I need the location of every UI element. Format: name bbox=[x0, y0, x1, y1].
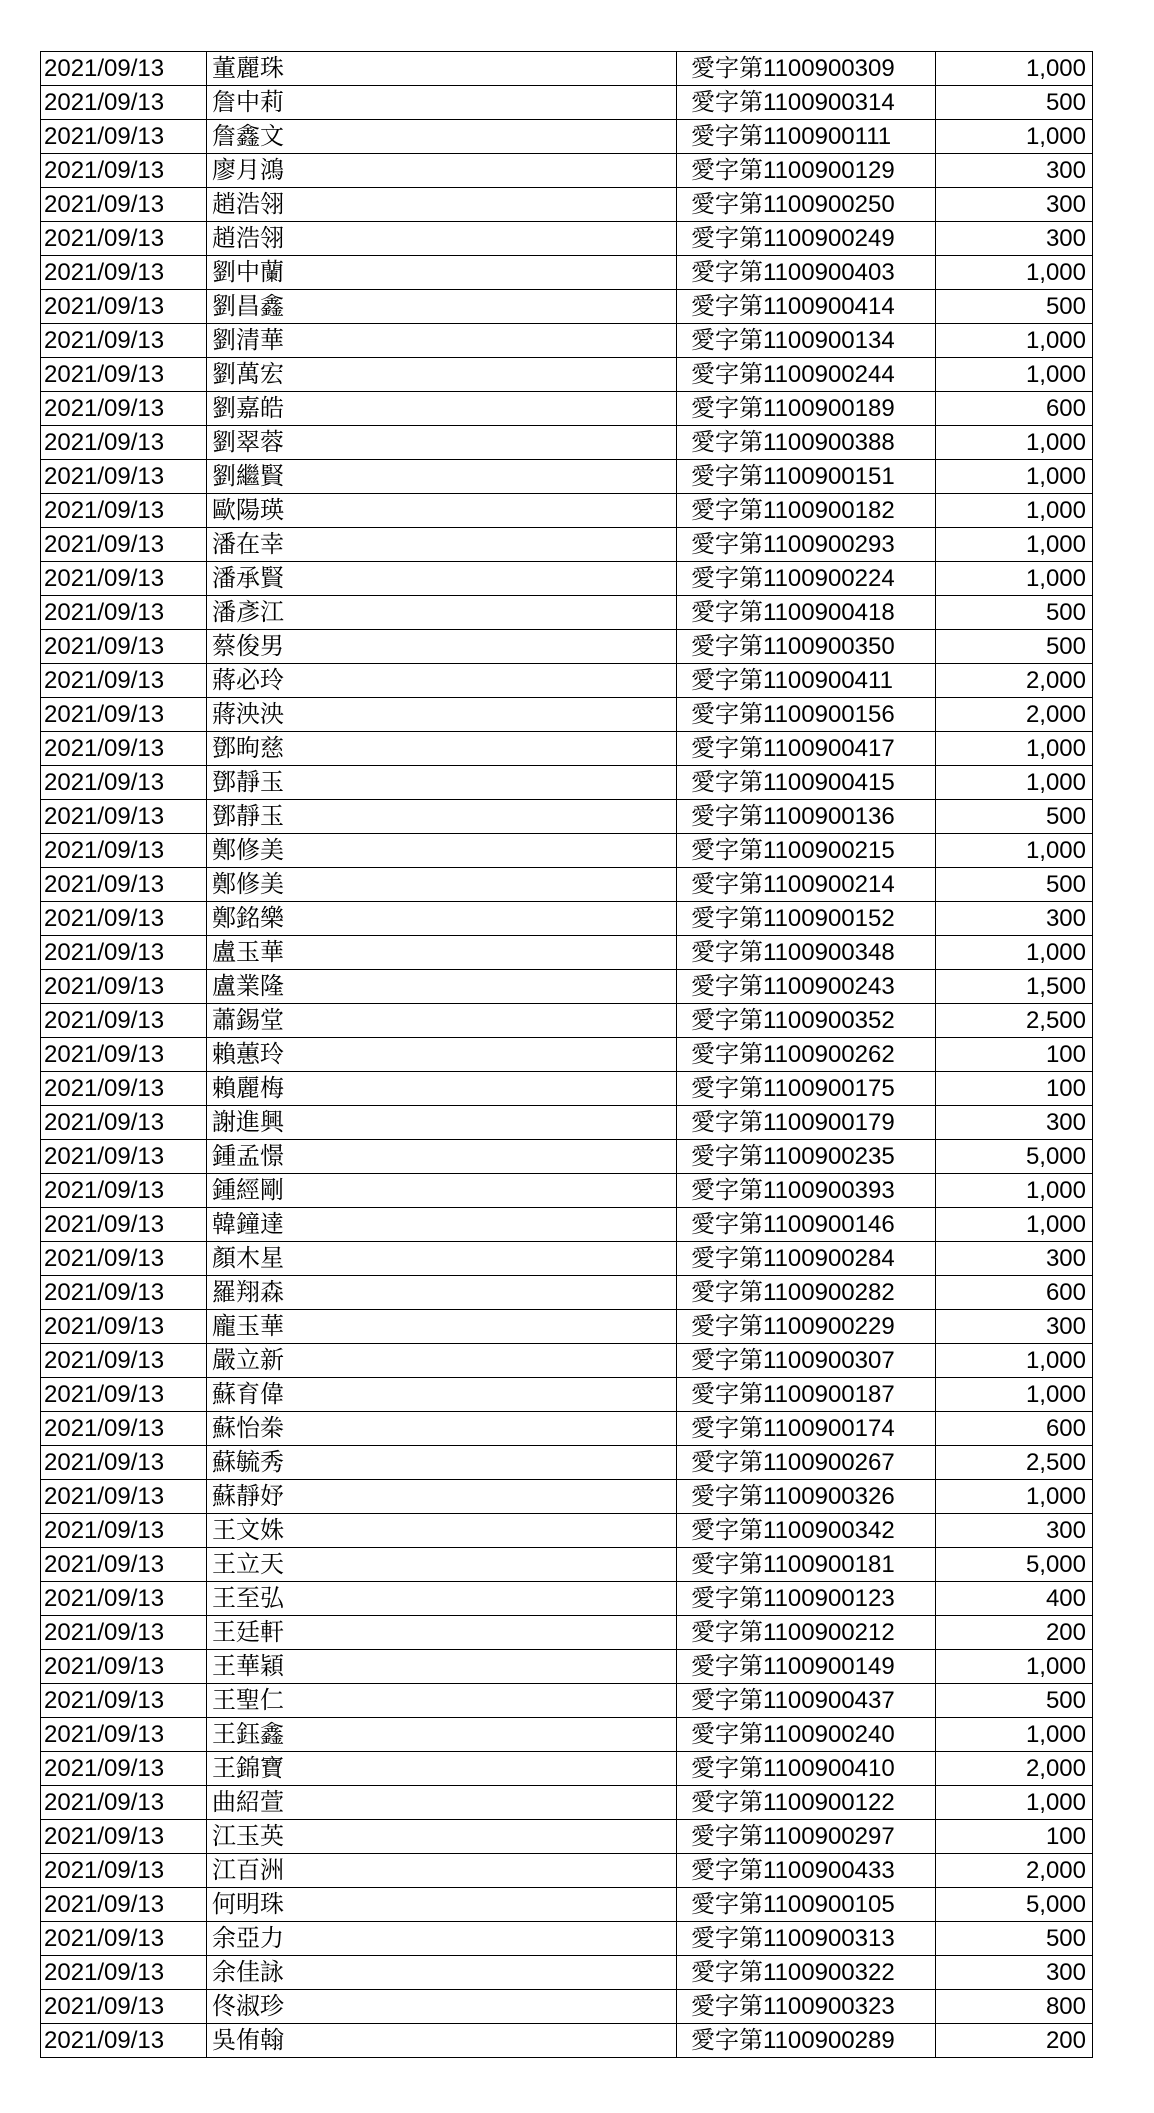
receipt-number-cell: 愛字第1100900415 bbox=[677, 766, 936, 800]
donation-date-cell: 2021/09/13 bbox=[41, 1616, 207, 1650]
donation-date-cell: 2021/09/13 bbox=[41, 1582, 207, 1616]
receipt-number-cell: 愛字第1100900313 bbox=[677, 1922, 936, 1956]
donor-name-cell: 蔣必玲 bbox=[207, 664, 677, 698]
donor-name-cell: 曲紹萱 bbox=[207, 1786, 677, 1820]
donation-amount-cell: 300 bbox=[936, 154, 1093, 188]
donation-amount-cell: 1,000 bbox=[936, 1174, 1093, 1208]
receipt-number-cell: 愛字第1100900134 bbox=[677, 324, 936, 358]
donation-date-cell: 2021/09/13 bbox=[41, 1310, 207, 1344]
donor-name-cell: 盧業隆 bbox=[207, 970, 677, 1004]
receipt-number-cell: 愛字第1100900181 bbox=[677, 1548, 936, 1582]
donation-date-cell: 2021/09/13 bbox=[41, 834, 207, 868]
donation-amount-cell: 300 bbox=[936, 902, 1093, 936]
donor-name-cell: 王華穎 bbox=[207, 1650, 677, 1684]
donation-amount-cell: 600 bbox=[936, 392, 1093, 426]
donation-amount-cell: 300 bbox=[936, 1310, 1093, 1344]
donation-amount-cell: 100 bbox=[936, 1820, 1093, 1854]
receipt-number-cell: 愛字第1100900156 bbox=[677, 698, 936, 732]
receipt-number-cell: 愛字第1100900182 bbox=[677, 494, 936, 528]
table-row bbox=[41, 1718, 1093, 1752]
donation-amount-cell: 500 bbox=[936, 86, 1093, 120]
receipt-number-cell: 愛字第1100900212 bbox=[677, 1616, 936, 1650]
donation-date-cell: 2021/09/13 bbox=[41, 1344, 207, 1378]
donation-amount-cell: 500 bbox=[936, 630, 1093, 664]
donation-amount-cell: 800 bbox=[936, 1990, 1093, 2024]
table-row bbox=[41, 460, 1093, 494]
table-row bbox=[41, 1344, 1093, 1378]
donation-amount-cell: 1,000 bbox=[936, 324, 1093, 358]
donation-date-cell: 2021/09/13 bbox=[41, 596, 207, 630]
table-row bbox=[41, 1548, 1093, 1582]
table-row bbox=[41, 902, 1093, 936]
donation-amount-cell: 1,000 bbox=[936, 52, 1093, 86]
donation-date-cell: 2021/09/13 bbox=[41, 698, 207, 732]
donor-name-cell: 歐陽瑛 bbox=[207, 494, 677, 528]
donor-name-cell: 余亞力 bbox=[207, 1922, 677, 1956]
donation-amount-cell: 1,500 bbox=[936, 970, 1093, 1004]
donation-amount-cell: 100 bbox=[936, 1072, 1093, 1106]
table-row bbox=[41, 1242, 1093, 1276]
donation-date-cell: 2021/09/13 bbox=[41, 1956, 207, 1990]
donor-name-cell: 蘇靜妤 bbox=[207, 1480, 677, 1514]
donation-amount-cell: 5,000 bbox=[936, 1888, 1093, 1922]
donor-name-cell: 余佳詠 bbox=[207, 1956, 677, 1990]
receipt-number-cell: 愛字第1100900297 bbox=[677, 1820, 936, 1854]
donation-amount-cell: 2,000 bbox=[936, 664, 1093, 698]
receipt-number-cell: 愛字第1100900214 bbox=[677, 868, 936, 902]
donation-amount-cell: 1,000 bbox=[936, 460, 1093, 494]
donor-name-cell: 顏木星 bbox=[207, 1242, 677, 1276]
receipt-number-cell: 愛字第1100900149 bbox=[677, 1650, 936, 1684]
donation-amount-cell: 1,000 bbox=[936, 120, 1093, 154]
receipt-number-cell: 愛字第1100900352 bbox=[677, 1004, 936, 1038]
receipt-number-cell: 愛字第1100900437 bbox=[677, 1684, 936, 1718]
donation-date-cell: 2021/09/13 bbox=[41, 1378, 207, 1412]
receipt-number-cell: 愛字第1100900175 bbox=[677, 1072, 936, 1106]
donor-name-cell: 羅翔森 bbox=[207, 1276, 677, 1310]
donor-name-cell: 佟淑珍 bbox=[207, 1990, 677, 2024]
table-row bbox=[41, 52, 1093, 86]
donor-name-cell: 王鈺鑫 bbox=[207, 1718, 677, 1752]
donation-date-cell: 2021/09/13 bbox=[41, 1276, 207, 1310]
donor-name-cell: 蘇育偉 bbox=[207, 1378, 677, 1412]
donor-name-cell: 劉昌鑫 bbox=[207, 290, 677, 324]
donor-name-cell: 鄭修美 bbox=[207, 868, 677, 902]
donation-date-cell: 2021/09/13 bbox=[41, 256, 207, 290]
receipt-number-cell: 愛字第1100900229 bbox=[677, 1310, 936, 1344]
donation-amount-cell: 5,000 bbox=[936, 1140, 1093, 1174]
donation-amount-cell: 1,000 bbox=[936, 1786, 1093, 1820]
donation-date-cell: 2021/09/13 bbox=[41, 1888, 207, 1922]
donation-date-cell: 2021/09/13 bbox=[41, 936, 207, 970]
donor-name-cell: 鄭銘樂 bbox=[207, 902, 677, 936]
donation-date-cell: 2021/09/13 bbox=[41, 1990, 207, 2024]
donation-date-cell: 2021/09/13 bbox=[41, 1650, 207, 1684]
table-row bbox=[41, 1480, 1093, 1514]
table-row bbox=[41, 1650, 1093, 1684]
donation-amount-cell: 500 bbox=[936, 1922, 1093, 1956]
table-row bbox=[41, 188, 1093, 222]
table-row bbox=[41, 1786, 1093, 1820]
donation-date-cell: 2021/09/13 bbox=[41, 120, 207, 154]
donor-name-cell: 鄧靜玉 bbox=[207, 800, 677, 834]
table-row bbox=[41, 154, 1093, 188]
donation-date-cell: 2021/09/13 bbox=[41, 494, 207, 528]
donation-date-cell: 2021/09/13 bbox=[41, 222, 207, 256]
donation-date-cell: 2021/09/13 bbox=[41, 426, 207, 460]
donation-amount-cell: 2,500 bbox=[936, 1446, 1093, 1480]
donation-date-cell: 2021/09/13 bbox=[41, 460, 207, 494]
receipt-number-cell: 愛字第1100900215 bbox=[677, 834, 936, 868]
table-row bbox=[41, 1514, 1093, 1548]
donation-date-cell: 2021/09/13 bbox=[41, 1480, 207, 1514]
receipt-number-cell: 愛字第1100900322 bbox=[677, 1956, 936, 1990]
table-row bbox=[41, 1990, 1093, 2024]
receipt-number-cell: 愛字第1100900403 bbox=[677, 256, 936, 290]
donor-name-cell: 董麗珠 bbox=[207, 52, 677, 86]
receipt-number-cell: 愛字第1100900414 bbox=[677, 290, 936, 324]
donation-date-cell: 2021/09/13 bbox=[41, 1854, 207, 1888]
table-row bbox=[41, 834, 1093, 868]
table-row bbox=[41, 1820, 1093, 1854]
donor-name-cell: 盧玉華 bbox=[207, 936, 677, 970]
donor-name-cell: 劉清華 bbox=[207, 324, 677, 358]
donor-name-cell: 江百洲 bbox=[207, 1854, 677, 1888]
donor-name-cell: 趙浩翎 bbox=[207, 188, 677, 222]
table-row bbox=[41, 256, 1093, 290]
donor-name-cell: 鄧昫慈 bbox=[207, 732, 677, 766]
receipt-number-cell: 愛字第1100900249 bbox=[677, 222, 936, 256]
table-row bbox=[41, 766, 1093, 800]
table-row bbox=[41, 596, 1093, 630]
table-row bbox=[41, 324, 1093, 358]
donor-name-cell: 王聖仁 bbox=[207, 1684, 677, 1718]
table-row bbox=[41, 1174, 1093, 1208]
donation-date-cell: 2021/09/13 bbox=[41, 392, 207, 426]
donation-amount-cell: 1,000 bbox=[936, 562, 1093, 596]
donation-amount-cell: 1,000 bbox=[936, 1650, 1093, 1684]
donation-amount-cell: 300 bbox=[936, 188, 1093, 222]
table-row bbox=[41, 936, 1093, 970]
receipt-number-cell: 愛字第1100900314 bbox=[677, 86, 936, 120]
donation-date-cell: 2021/09/13 bbox=[41, 1038, 207, 1072]
donor-name-cell: 鄧靜玉 bbox=[207, 766, 677, 800]
receipt-number-cell: 愛字第1100900136 bbox=[677, 800, 936, 834]
receipt-number-cell: 愛字第1100900243 bbox=[677, 970, 936, 1004]
donation-date-cell: 2021/09/13 bbox=[41, 188, 207, 222]
receipt-number-cell: 愛字第1100900129 bbox=[677, 154, 936, 188]
receipt-number-cell: 愛字第1100900235 bbox=[677, 1140, 936, 1174]
donation-amount-cell: 2,000 bbox=[936, 1752, 1093, 1786]
donation-amount-cell: 100 bbox=[936, 1038, 1093, 1072]
donation-date-cell: 2021/09/13 bbox=[41, 868, 207, 902]
donor-name-cell: 廖月鴻 bbox=[207, 154, 677, 188]
donation-ledger-table bbox=[40, 51, 1093, 2058]
receipt-number-cell: 愛字第1100900309 bbox=[677, 52, 936, 86]
table-row bbox=[41, 664, 1093, 698]
receipt-number-cell: 愛字第1100900111 bbox=[677, 120, 936, 154]
receipt-number-cell: 愛字第1100900146 bbox=[677, 1208, 936, 1242]
receipt-number-cell: 愛字第1100900224 bbox=[677, 562, 936, 596]
receipt-number-cell: 愛字第1100900123 bbox=[677, 1582, 936, 1616]
table-row bbox=[41, 868, 1093, 902]
donation-date-cell: 2021/09/13 bbox=[41, 1004, 207, 1038]
donation-amount-cell: 1,000 bbox=[936, 732, 1093, 766]
donation-amount-cell: 1,000 bbox=[936, 358, 1093, 392]
table-row bbox=[41, 358, 1093, 392]
donation-date-cell: 2021/09/13 bbox=[41, 1174, 207, 1208]
donation-amount-cell: 300 bbox=[936, 222, 1093, 256]
table-row bbox=[41, 1684, 1093, 1718]
receipt-number-cell: 愛字第1100900293 bbox=[677, 528, 936, 562]
table-row bbox=[41, 1004, 1093, 1038]
donor-name-cell: 何明珠 bbox=[207, 1888, 677, 1922]
table-row bbox=[41, 1140, 1093, 1174]
donation-date-cell: 2021/09/13 bbox=[41, 1752, 207, 1786]
donor-name-cell: 詹鑫文 bbox=[207, 120, 677, 154]
donor-name-cell: 潘承賢 bbox=[207, 562, 677, 596]
receipt-number-cell: 愛字第1100900189 bbox=[677, 392, 936, 426]
donation-date-cell: 2021/09/13 bbox=[41, 528, 207, 562]
receipt-number-cell: 愛字第1100900284 bbox=[677, 1242, 936, 1276]
donor-name-cell: 韓鐘達 bbox=[207, 1208, 677, 1242]
donation-amount-cell: 400 bbox=[936, 1582, 1093, 1616]
table-row bbox=[41, 1888, 1093, 1922]
donation-amount-cell: 1,000 bbox=[936, 766, 1093, 800]
donation-amount-cell: 500 bbox=[936, 290, 1093, 324]
receipt-number-cell: 愛字第1100900105 bbox=[677, 1888, 936, 1922]
donor-name-cell: 王至弘 bbox=[207, 1582, 677, 1616]
receipt-number-cell: 愛字第1100900410 bbox=[677, 1752, 936, 1786]
donation-date-cell: 2021/09/13 bbox=[41, 562, 207, 596]
table-row bbox=[41, 1310, 1093, 1344]
donation-date-cell: 2021/09/13 bbox=[41, 800, 207, 834]
donor-name-cell: 吳侑翰 bbox=[207, 2024, 677, 2058]
donation-amount-cell: 1,000 bbox=[936, 1208, 1093, 1242]
table-row bbox=[41, 970, 1093, 1004]
receipt-number-cell: 愛字第1100900388 bbox=[677, 426, 936, 460]
donation-date-cell: 2021/09/13 bbox=[41, 732, 207, 766]
receipt-number-cell: 愛字第1100900417 bbox=[677, 732, 936, 766]
donation-amount-cell: 1,000 bbox=[936, 1480, 1093, 1514]
receipt-number-cell: 愛字第1100900350 bbox=[677, 630, 936, 664]
donation-amount-cell: 1,000 bbox=[936, 528, 1093, 562]
table-row bbox=[41, 1854, 1093, 1888]
donor-name-cell: 蔣泱泱 bbox=[207, 698, 677, 732]
donor-name-cell: 王錦寶 bbox=[207, 1752, 677, 1786]
table-row bbox=[41, 1446, 1093, 1480]
donation-amount-cell: 300 bbox=[936, 1106, 1093, 1140]
donor-name-cell: 劉翠蓉 bbox=[207, 426, 677, 460]
donation-amount-cell: 1,000 bbox=[936, 1344, 1093, 1378]
donation-date-cell: 2021/09/13 bbox=[41, 1514, 207, 1548]
table-row bbox=[41, 562, 1093, 596]
donation-date-cell: 2021/09/13 bbox=[41, 290, 207, 324]
donation-amount-cell: 300 bbox=[936, 1514, 1093, 1548]
table-row bbox=[41, 630, 1093, 664]
donor-name-cell: 鍾經剛 bbox=[207, 1174, 677, 1208]
donation-amount-cell: 600 bbox=[936, 1276, 1093, 1310]
donation-date-cell: 2021/09/13 bbox=[41, 1786, 207, 1820]
donation-amount-cell: 1,000 bbox=[936, 1718, 1093, 1752]
donation-amount-cell: 5,000 bbox=[936, 1548, 1093, 1582]
table-row bbox=[41, 732, 1093, 766]
receipt-number-cell: 愛字第1100900282 bbox=[677, 1276, 936, 1310]
donation-date-cell: 2021/09/13 bbox=[41, 358, 207, 392]
receipt-number-cell: 愛字第1100900323 bbox=[677, 1990, 936, 2024]
donor-name-cell: 王文姝 bbox=[207, 1514, 677, 1548]
donation-amount-cell: 2,000 bbox=[936, 1854, 1093, 1888]
receipt-number-cell: 愛字第1100900267 bbox=[677, 1446, 936, 1480]
table-row bbox=[41, 392, 1093, 426]
donor-name-cell: 劉繼賢 bbox=[207, 460, 677, 494]
donation-date-cell: 2021/09/13 bbox=[41, 1446, 207, 1480]
donation-date-cell: 2021/09/13 bbox=[41, 630, 207, 664]
receipt-number-cell: 愛字第1100900187 bbox=[677, 1378, 936, 1412]
donation-date-cell: 2021/09/13 bbox=[41, 86, 207, 120]
donation-amount-cell: 500 bbox=[936, 868, 1093, 902]
donation-date-cell: 2021/09/13 bbox=[41, 1242, 207, 1276]
donor-name-cell: 王立天 bbox=[207, 1548, 677, 1582]
donation-date-cell: 2021/09/13 bbox=[41, 664, 207, 698]
receipt-number-cell: 愛字第1100900179 bbox=[677, 1106, 936, 1140]
donation-amount-cell: 1,000 bbox=[936, 256, 1093, 290]
donation-date-cell: 2021/09/13 bbox=[41, 1820, 207, 1854]
donation-amount-cell: 1,000 bbox=[936, 426, 1093, 460]
receipt-number-cell: 愛字第1100900307 bbox=[677, 1344, 936, 1378]
donor-name-cell: 嚴立新 bbox=[207, 1344, 677, 1378]
donation-amount-cell: 500 bbox=[936, 596, 1093, 630]
table-row bbox=[41, 1072, 1093, 1106]
table-row bbox=[41, 222, 1093, 256]
receipt-number-cell: 愛字第1100900250 bbox=[677, 188, 936, 222]
table-row bbox=[41, 86, 1093, 120]
donor-name-cell: 劉萬宏 bbox=[207, 358, 677, 392]
receipt-number-cell: 愛字第1100900240 bbox=[677, 1718, 936, 1752]
receipt-number-cell: 愛字第1100900418 bbox=[677, 596, 936, 630]
table-row bbox=[41, 1582, 1093, 1616]
donation-date-cell: 2021/09/13 bbox=[41, 324, 207, 358]
donation-date-cell: 2021/09/13 bbox=[41, 1548, 207, 1582]
receipt-number-cell: 愛字第1100900152 bbox=[677, 902, 936, 936]
donation-amount-cell: 500 bbox=[936, 1684, 1093, 1718]
receipt-number-cell: 愛字第1100900393 bbox=[677, 1174, 936, 1208]
table-row bbox=[41, 698, 1093, 732]
donation-amount-cell: 1,000 bbox=[936, 1378, 1093, 1412]
donor-name-cell: 賴蕙玲 bbox=[207, 1038, 677, 1072]
receipt-number-cell: 愛字第1100900244 bbox=[677, 358, 936, 392]
donation-date-cell: 2021/09/13 bbox=[41, 766, 207, 800]
donation-amount-cell: 300 bbox=[936, 1242, 1093, 1276]
donation-date-cell: 2021/09/13 bbox=[41, 1922, 207, 1956]
receipt-number-cell: 愛字第1100900122 bbox=[677, 1786, 936, 1820]
table-row bbox=[41, 120, 1093, 154]
donation-amount-cell: 1,000 bbox=[936, 834, 1093, 868]
table-row bbox=[41, 1378, 1093, 1412]
receipt-number-cell: 愛字第1100900348 bbox=[677, 936, 936, 970]
donor-name-cell: 謝進興 bbox=[207, 1106, 677, 1140]
donor-name-cell: 劉中蘭 bbox=[207, 256, 677, 290]
donor-name-cell: 趙浩翎 bbox=[207, 222, 677, 256]
donor-name-cell: 詹中莉 bbox=[207, 86, 677, 120]
donor-name-cell: 蘇怡桊 bbox=[207, 1412, 677, 1446]
table-row bbox=[41, 1412, 1093, 1446]
donation-amount-cell: 500 bbox=[936, 800, 1093, 834]
donation-amount-cell: 200 bbox=[936, 2024, 1093, 2058]
donation-date-cell: 2021/09/13 bbox=[41, 1208, 207, 1242]
table-row bbox=[41, 2024, 1093, 2058]
donor-name-cell: 鍾孟憬 bbox=[207, 1140, 677, 1174]
donation-amount-cell: 2,500 bbox=[936, 1004, 1093, 1038]
ledger-body bbox=[41, 52, 1093, 2058]
donation-date-cell: 2021/09/13 bbox=[41, 154, 207, 188]
receipt-number-cell: 愛字第1100900174 bbox=[677, 1412, 936, 1446]
table-row bbox=[41, 290, 1093, 324]
donor-name-cell: 蘇毓秀 bbox=[207, 1446, 677, 1480]
donation-amount-cell: 200 bbox=[936, 1616, 1093, 1650]
receipt-number-cell: 愛字第1100900342 bbox=[677, 1514, 936, 1548]
table-row bbox=[41, 1038, 1093, 1072]
receipt-number-cell: 愛字第1100900151 bbox=[677, 460, 936, 494]
table-row bbox=[41, 528, 1093, 562]
donation-date-cell: 2021/09/13 bbox=[41, 1140, 207, 1174]
receipt-number-cell: 愛字第1100900433 bbox=[677, 1854, 936, 1888]
donation-date-cell: 2021/09/13 bbox=[41, 2024, 207, 2058]
donor-name-cell: 鄭修美 bbox=[207, 834, 677, 868]
donor-name-cell: 龐玉華 bbox=[207, 1310, 677, 1344]
donation-date-cell: 2021/09/13 bbox=[41, 1684, 207, 1718]
donation-date-cell: 2021/09/13 bbox=[41, 1072, 207, 1106]
table-row bbox=[41, 1208, 1093, 1242]
donor-name-cell: 蔡俊男 bbox=[207, 630, 677, 664]
table-row bbox=[41, 1752, 1093, 1786]
donor-name-cell: 潘彥江 bbox=[207, 596, 677, 630]
donor-name-cell: 劉嘉皓 bbox=[207, 392, 677, 426]
table-row bbox=[41, 1616, 1093, 1650]
receipt-number-cell: 愛字第1100900262 bbox=[677, 1038, 936, 1072]
donation-date-cell: 2021/09/13 bbox=[41, 1412, 207, 1446]
table-row bbox=[41, 1956, 1093, 1990]
table-row bbox=[41, 494, 1093, 528]
receipt-number-cell: 愛字第1100900289 bbox=[677, 2024, 936, 2058]
table-row bbox=[41, 800, 1093, 834]
table-row bbox=[41, 426, 1093, 460]
donation-date-cell: 2021/09/13 bbox=[41, 970, 207, 1004]
donor-name-cell: 王廷軒 bbox=[207, 1616, 677, 1650]
donation-date-cell: 2021/09/13 bbox=[41, 52, 207, 86]
donation-date-cell: 2021/09/13 bbox=[41, 902, 207, 936]
donation-amount-cell: 2,000 bbox=[936, 698, 1093, 732]
receipt-number-cell: 愛字第1100900411 bbox=[677, 664, 936, 698]
donation-date-cell: 2021/09/13 bbox=[41, 1718, 207, 1752]
donation-amount-cell: 300 bbox=[936, 1956, 1093, 1990]
donation-date-cell: 2021/09/13 bbox=[41, 1106, 207, 1140]
table-row bbox=[41, 1922, 1093, 1956]
donation-amount-cell: 600 bbox=[936, 1412, 1093, 1446]
receipt-number-cell: 愛字第1100900326 bbox=[677, 1480, 936, 1514]
donor-name-cell: 潘在幸 bbox=[207, 528, 677, 562]
donor-name-cell: 賴麗梅 bbox=[207, 1072, 677, 1106]
table-row bbox=[41, 1106, 1093, 1140]
donation-amount-cell: 1,000 bbox=[936, 936, 1093, 970]
donor-name-cell: 蕭錫堂 bbox=[207, 1004, 677, 1038]
donor-name-cell: 江玉英 bbox=[207, 1820, 677, 1854]
table-row bbox=[41, 1276, 1093, 1310]
donation-amount-cell: 1,000 bbox=[936, 494, 1093, 528]
